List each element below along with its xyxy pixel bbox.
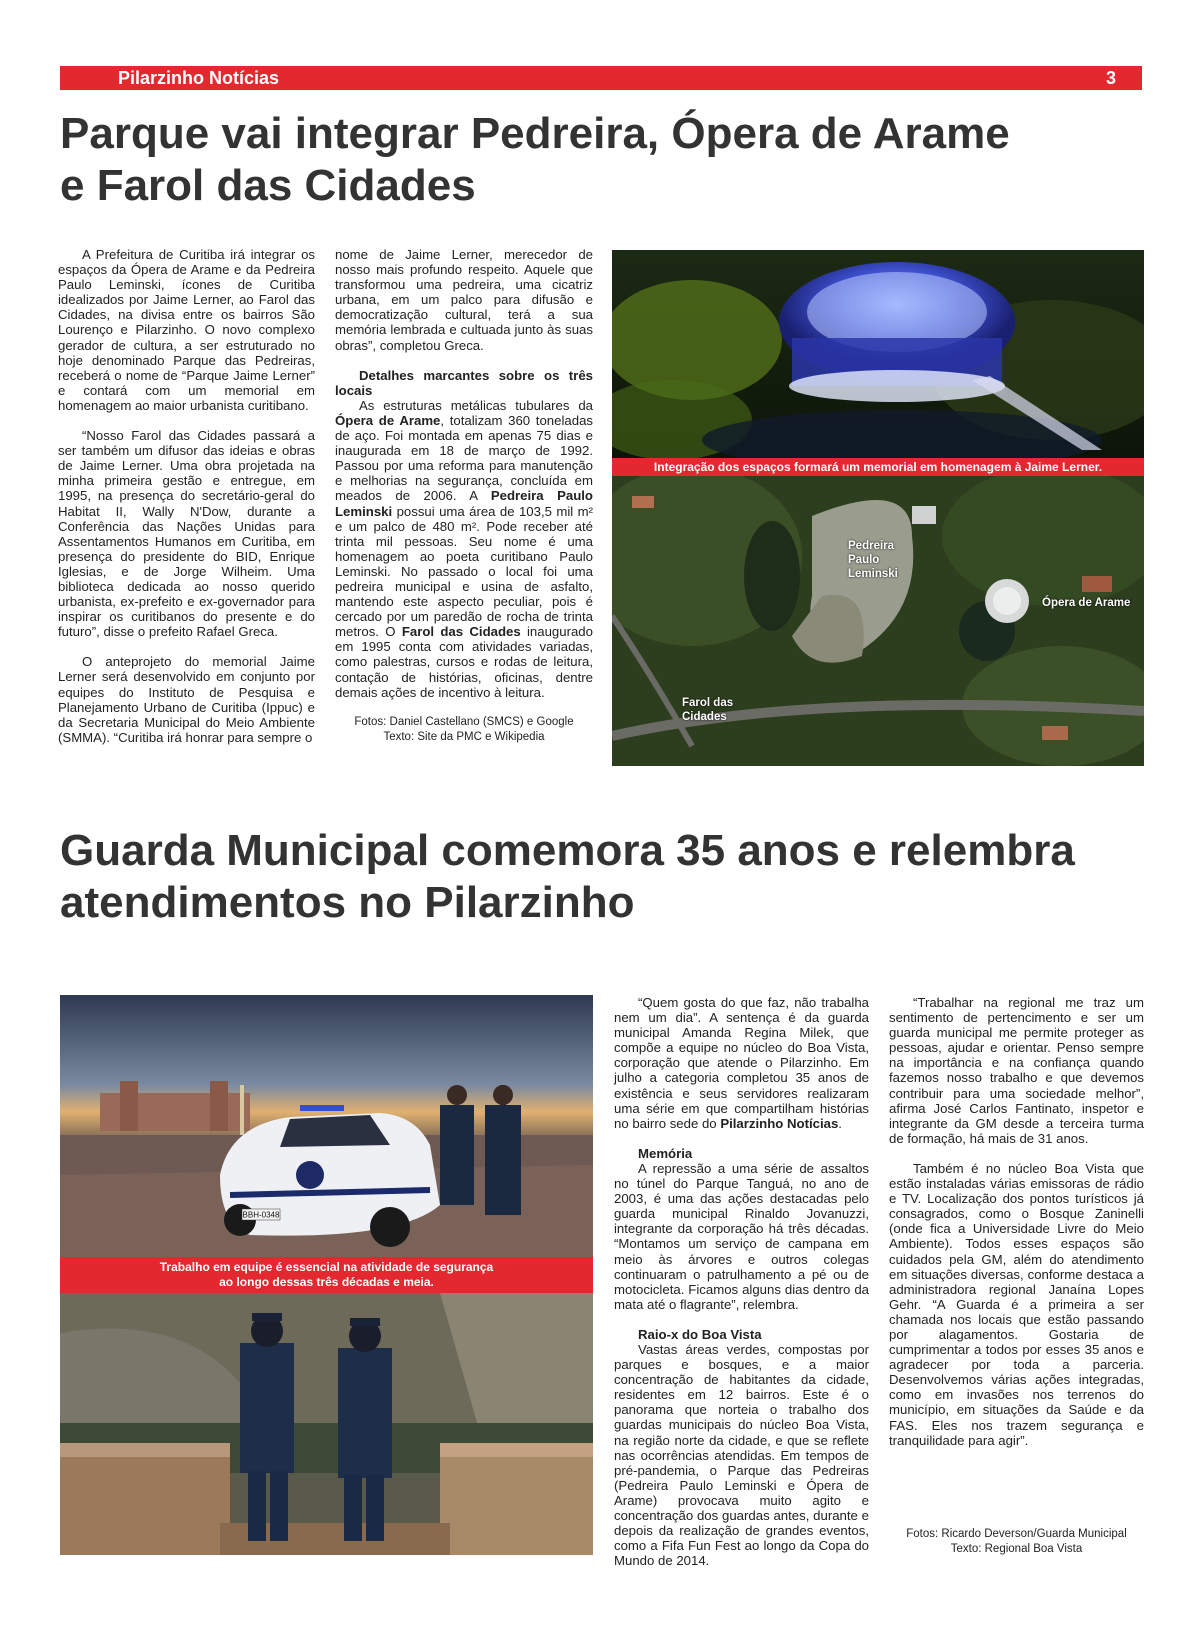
article2-paragraph: “Trabalhar na regional me traz um sentimento de pertencimento e ser um guarda municipal me permite proteger as pessoas, ajudar e orientar. Penso sempre na importância e na confiança quando fazemos nosso trabalho e que devemos contribuir para uma sociedade melhor”, afirma José Carlos Fantinato, inspetor e integrante da GM desde a terceira turma de formação, há mais de 31 anos. (889, 995, 1144, 1146)
article2-credits (889, 1527, 1144, 1557)
article1-paragraph: A Prefeitura de Curitiba irá integrar os espaços da Ópera de Arame e da Pedreira Paulo Leminski, ícones de Curitiba idealizados por Jaime Lerner, ao Farol das Cidades, na divisa entre os bairros São Lourenço e Pilarzinho. O novo complexo gerador de cultura, a ser estruturado no hoje denominado Parque das Pedreiras, receberá o nome de “Parque Jaime Lerner” e contará com um memorial em homenagem ao maior urbanista curitibano. (58, 247, 315, 413)
map-label-farol: Farol das Cidades (682, 697, 734, 723)
text-run: possui uma área de 103,5 mil m² e um palco de 480 m². Pode receber até trinta mil pessoas. Seu nome é uma homenagem ao poeta curitibano Paulo Leminski. No passado o local foi uma pedreira municipal e usina de asfalto, mantendo este aspecto peculiar, pois é cercado por um paredão de rocha de trinta metros. O (335, 503, 593, 640)
article2-paragraph: A repressão a uma série de assaltos no túnel do Parque Tanguá, no ano de 2003, é uma das ações destacadas pelo guarda municipal Rinaldo Jovanuzzi, integrante da corporação há três décadas. “Montamos um serviço de campana em meio às árvores e outros colegas continuaram o patrulhamento a pé ou de motocicleta. Ficamos alguns dias dentro da mata até o flagrante”, relembra. (614, 1160, 869, 1312)
patrol-car-photo (60, 995, 593, 1257)
credits-photos: Fotos: Ricardo Deverson/Guarda Municipal (906, 1528, 1127, 1540)
article1-credits (335, 715, 593, 745)
bold-run: Ópera de Arame (335, 412, 441, 428)
license-plate: BBH-0348 (242, 1210, 280, 1220)
publication-name: Pilarzinho Notícias (118, 68, 280, 88)
guards-bridge-photo (60, 1293, 593, 1555)
article1-paragraph-details (335, 398, 593, 700)
article1-headline-line1: Parque vai integrar Pedreira, Ópera de Arame (60, 109, 1010, 158)
text-run: As estruturas metálicas tubulares da (359, 397, 593, 413)
article1-photo-caption: Integração dos espaços formará um memorial em homenagem à Jaime Lerner. (612, 458, 1144, 476)
aerial-map-photo (612, 476, 1144, 766)
article1-paragraph: O anteprojeto do memorial Jaime Lerner será desenvolvido em conjunto por equipes do Instituto de Pesquisa e Planejamento Urbano de Curitiba (Ippuc) e da Secretaria Municipal do Meio Ambiente (SMMA). “Curitiba irá honrar para sempre o (58, 654, 315, 745)
article2-subheading-raiox: Raio-x do Boa Vista (638, 1326, 762, 1342)
credits-text: Texto: Regional Boa Vista (950, 1543, 1083, 1555)
text-run: , totalizam 360 toneladas de aço. Foi montada em apenas 75 dias e inaugurada em 18 de março de 1992. Passou por uma reforma para manutenção e melhorias na segurança, concluída em meados de 2006. A (335, 412, 593, 504)
article2-paragraph-intro (614, 995, 869, 1131)
bold-run: Farol das Cidades (401, 624, 521, 640)
article2-headline-line2: atendimentos no Pilarzinho (60, 878, 635, 927)
article2-headline (60, 825, 1075, 929)
map-label-opera: Ópera de Arame (1042, 597, 1131, 609)
article2-subheading-memoria: Memória (638, 1145, 693, 1161)
article2-paragraph: Vastas áreas verdes, compostas por parques e bosques, e a maior concentração de habitantes da cidade, residentes em 12 bairros. Este é o panorama que norteia o trabalho dos guardas municipais do núcleo Boa Vista, na região norte da cidade, e que se reflete nas ocorrências atendidas. Em tempos de pré-pandemia, o Parque das Pedreiras (Pedreira Paulo Leminski e Ópera de Arame) provocava muito agito e concentração dos guardas antes, durante e depois da realização de grandes eventos, como a Fifa Fun Fest ao longo da Copa do Mundo de 2014. (614, 1341, 869, 1569)
article1-headline (60, 108, 1010, 212)
credits-text: Texto: Site da PMC e Wikipedia (383, 730, 545, 743)
article1-column-1 (58, 247, 315, 760)
credits-photos: Fotos: Daniel Castellano (SMCS) e Google (354, 715, 574, 728)
article1-subheading: Detalhes marcantes sobre os três locais (335, 367, 593, 398)
article2-column-2 (889, 995, 1144, 1463)
text-run: inaugurado em 1995 conta com atividades variadas, como palestras, cursos e rodas de leitura, contação de histórias, oficinas, dentre demais ações de incentivo à leitura. (335, 624, 593, 700)
text-run: “Quem gosta do que faz, não trabalha nem um dia”. A sentença é da guarda municipal Amanda Regina Milek, que compõe a equipe no núcleo do Boa Vista, corporação que atende o Pilarzinho. Em julho a categoria completou 35 anos de existência e seus servidores realizaram uma série em que compartilham histórias no bairro sede do (614, 995, 869, 1131)
text-run: . (838, 1115, 842, 1131)
page-header-bar (60, 66, 1142, 90)
article2-column-1 (614, 995, 869, 1583)
article1-paragraph: nome de Jaime Lerner, merecedor de nosso mais profundo respeito. Aquele que transformou uma pedreira, uma cicatriz urbana, em um palco para difusão e democratização cultural, terá a sua memória lembrada e cultuada junto às suas obras”, completou Greca. (335, 247, 593, 353)
opera-de-arame-photo (612, 250, 1144, 458)
caption-line-1: Trabalho em equipe é essencial na atividade de segurança (159, 1260, 494, 1274)
article1-headline-line2: e Farol das Cidades (60, 161, 476, 210)
map-label-pedreira: Pedreira Paulo Leminski (848, 540, 898, 580)
bold-run: Pilarzinho Notícias (720, 1115, 839, 1131)
article1-paragraph: “Nosso Farol das Cidades passará a ser também um difusor das ideias e obras de Jaime Lerner. Uma obra projetada na minha primeira gestão e entregue, em 1995, na presença do secretário-geral do Habitat II, Wally N'Dow, durante a Conferência das Nações Unidas para Assentamentos Humanos em Curitiba, em presença do presidente do BID, Enrique Iglesias, e de Jorge Wilheim. Uma biblioteca dedicada ao nosso querido urbanista, ex-prefeito e ex-governador para inspirar os curitibanos do presente e do futuro”, disse o prefeito Rafael Greca. (58, 428, 315, 640)
bold-run: Pedreira Paulo Leminski (335, 488, 593, 519)
caption-line-2: ao longo dessas três décadas e meia. (219, 1275, 434, 1289)
article2-paragraph: Também é no núcleo Boa Vista que estão instaladas várias emissoras de rádio e TV. Localização dos pontos turísticos já consagrados, como o Bosque Zaninelli (onde fica a Universidade Livre do Meio Ambiente). Todos esses espaços são cuidados pela GM, além do atendimento em situações diversas, conforme destaca a administradora regional Janaína Lopes Gehr. “A Guarda é a primeira a ser chamada nos locais que estão passando por alagamentos. Gostaria de cumprimentar a todos por esses 35 anos e agradecer por toda a parceria. Desenvolvemos várias ações integradas, como em invasões nos terrenos do município, em situações da Saúde e da FAS. Eles nos trazem segurança e tranquilidade para agir”. (889, 1160, 1144, 1448)
article2-photo-caption (60, 1257, 593, 1293)
page-number: 3 (1105, 68, 1116, 88)
article1-column-2 (335, 247, 593, 745)
article2-headline-line1: Guarda Municipal comemora 35 anos e relembra (60, 826, 1075, 875)
